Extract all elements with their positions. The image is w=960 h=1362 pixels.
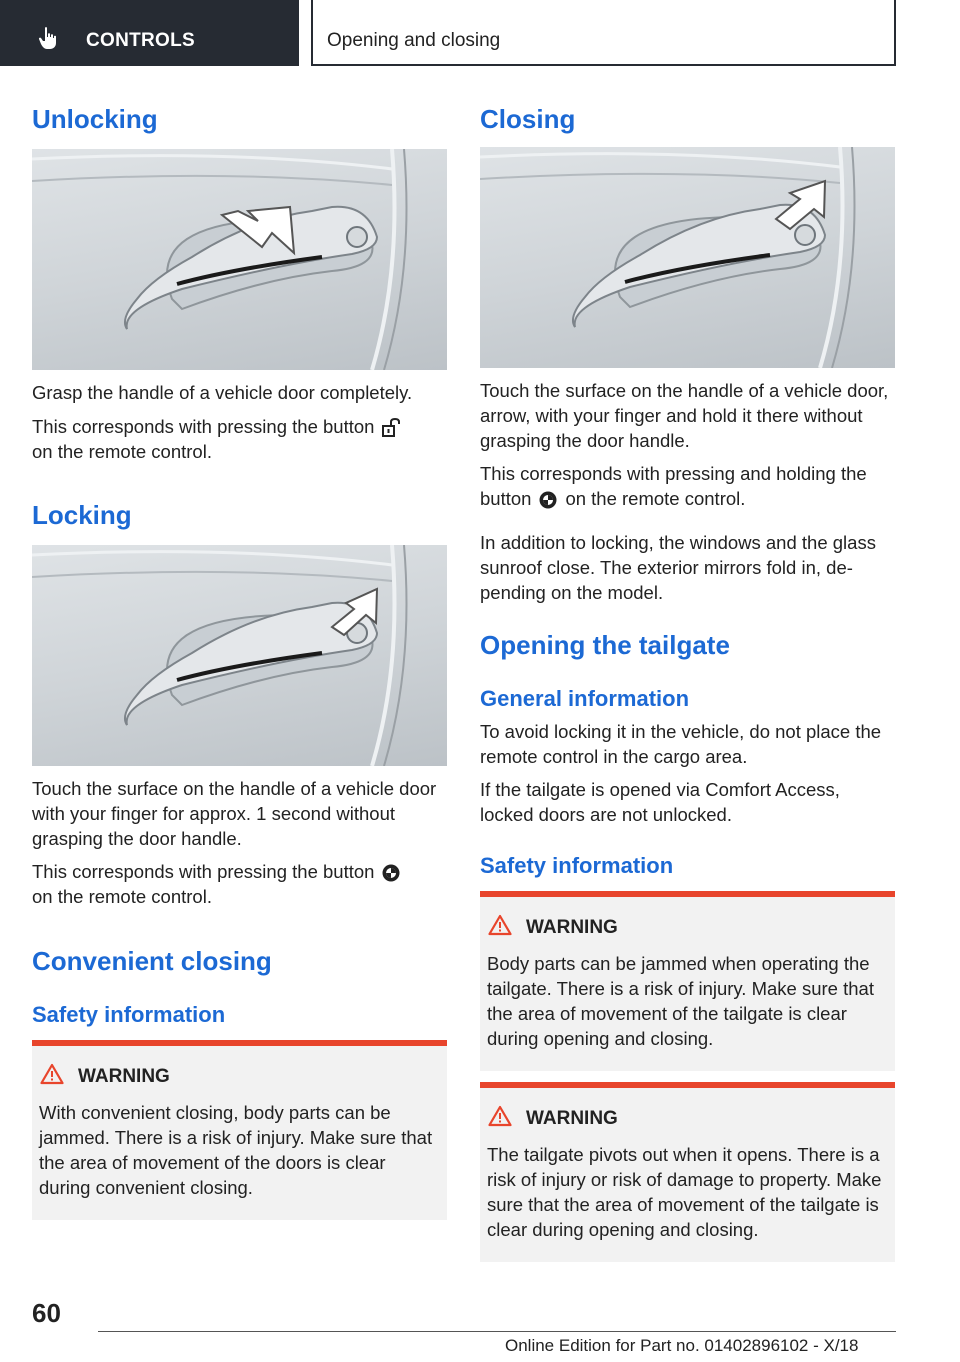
warning-text: Body parts can be jammed when operating the tailgate. There is a risk of injury. Make sure that the area of movement of the tailgate is clear during opening and closing. bbox=[487, 953, 874, 1049]
warning-triangle-icon bbox=[488, 914, 512, 936]
footer-divider bbox=[98, 1331, 896, 1332]
locking-text-1: Touch the surface on the handle of a vehicle door with your finger for approx. 1 second without grasping the door handle. bbox=[32, 778, 437, 849]
closing-text-3: In addition to locking, the windows and the glass sunroof close. The exterior mirrors fold in, depending on the model. bbox=[480, 532, 876, 603]
unlocking-text-2a: This corresponds with pressing the button bbox=[32, 416, 375, 437]
chapter-title: Opening and closing bbox=[327, 30, 501, 51]
closing-heading: Closing bbox=[480, 104, 576, 134]
closing-text-2b: on the remote control. bbox=[565, 488, 746, 509]
section-label: CONTROLS bbox=[86, 30, 196, 51]
warning-label: WARNING bbox=[526, 1108, 618, 1129]
door-handle-lock-photo bbox=[32, 545, 447, 766]
closing-text-2a: This corresponds with pressing and holding the button bbox=[480, 463, 867, 509]
door-handle-unlock-photo bbox=[32, 149, 447, 370]
convenient-safety-heading: Safety information bbox=[32, 1002, 226, 1027]
right-column bbox=[480, 0, 895, 1300]
unlock-icon bbox=[380, 418, 402, 438]
warning-text: The tailgate pivots out when it opens. There is a risk of injury or risk of damage to property. Make sure that the area of movement of the tailgate is clear during opening and closing. bbox=[487, 1144, 882, 1240]
warning-box-tailgate-1 bbox=[480, 891, 895, 1071]
footer-edition: Online Edition for Part no. 01402896102 - X/18 bbox=[505, 1336, 859, 1355]
warning-box-tailgate-2 bbox=[480, 1082, 895, 1262]
warning-label: WARNING bbox=[526, 917, 618, 938]
tailgate-general-text-2: If the tailgate is opened via Comfort Access, locked doors are not unlocked. bbox=[480, 779, 840, 825]
tailgate-safety-heading: Safety information bbox=[480, 853, 674, 878]
unlocking-text-2b: on the remote control. bbox=[32, 441, 212, 462]
page-number: 60 bbox=[32, 1298, 61, 1328]
closing-text-1: Touch the surface on the handle of a vehicle door, arrow, with your finger and hold it there without grasping the door handle. bbox=[480, 380, 889, 451]
door-handle-closing-photo bbox=[480, 147, 895, 368]
convenient-closing-heading: Convenient closing bbox=[32, 946, 272, 976]
unlocking-text-2 bbox=[32, 414, 447, 464]
closing-text-2 bbox=[480, 461, 895, 511]
locking-heading: Locking bbox=[32, 500, 132, 530]
tailgate-heading: Opening the tailgate bbox=[480, 630, 730, 660]
locking-text-2b: on the remote control. bbox=[32, 886, 212, 907]
locking-text-2a: This corresponds with pressing the button bbox=[32, 861, 375, 882]
warning-triangle-icon bbox=[40, 1063, 64, 1085]
unlocking-heading: Unlocking bbox=[32, 104, 158, 134]
bmw-logo-icon bbox=[380, 863, 402, 883]
warning-box-convenient bbox=[32, 1040, 447, 1220]
left-column bbox=[32, 0, 447, 1300]
warning-text: With convenient closing, body parts can be jammed. There is a risk of injury. Make sure that the area of movement of the doors is clear during convenient closing. bbox=[39, 1102, 433, 1198]
unlocking-text-1: Grasp the handle of a vehicle door completely. bbox=[32, 382, 413, 403]
tailgate-general-text-1: To avoid locking it in the vehicle, do not place the remote control in the cargo area. bbox=[480, 721, 882, 767]
tailgate-general-heading: General information bbox=[480, 686, 690, 711]
bmw-logo-icon bbox=[537, 490, 559, 510]
locking-text-2 bbox=[32, 859, 447, 909]
warning-label: WARNING bbox=[78, 1066, 170, 1087]
warning-triangle-icon bbox=[488, 1105, 512, 1127]
